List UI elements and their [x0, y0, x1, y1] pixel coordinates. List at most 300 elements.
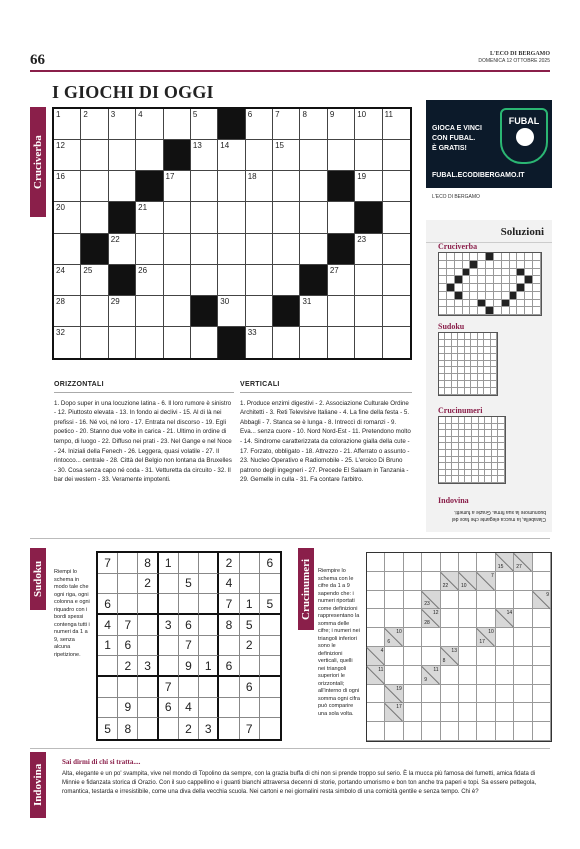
black-cell	[109, 202, 136, 233]
solution-cell	[491, 381, 497, 388]
crossword-cell[interactable]	[164, 109, 191, 140]
number-cell[interactable]	[459, 722, 477, 741]
number-cell[interactable]	[459, 553, 477, 572]
crossword-grid[interactable]	[52, 107, 412, 360]
crossword-cell[interactable]	[54, 296, 81, 327]
solution-cell	[439, 443, 446, 450]
number-cell[interactable]	[404, 628, 422, 647]
crossword-cell[interactable]	[164, 296, 191, 327]
number-cell[interactable]	[477, 703, 495, 722]
number-cell[interactable]	[422, 572, 440, 591]
number-cell[interactable]	[404, 647, 422, 666]
sudoku-cell[interactable]	[138, 594, 158, 615]
sudoku-cell[interactable]	[240, 698, 260, 719]
solution-cell	[498, 430, 505, 437]
number-cell[interactable]	[533, 553, 551, 572]
solution-cell	[478, 261, 486, 269]
sudoku-cell[interactable]	[260, 615, 280, 636]
number-cell[interactable]	[514, 685, 532, 704]
clue-number: 16	[56, 172, 65, 182]
crossword-cell[interactable]	[191, 327, 218, 358]
solution-cell	[510, 269, 518, 277]
crossword-cell[interactable]	[328, 296, 355, 327]
sudoku-cell[interactable]	[260, 656, 280, 677]
sum-clue-cell	[441, 572, 459, 591]
crossword-cell[interactable]	[81, 296, 108, 327]
sudoku-cell[interactable]	[159, 656, 179, 677]
crossword-cell[interactable]	[246, 171, 273, 202]
number-cell[interactable]	[459, 685, 477, 704]
crossword-cell[interactable]	[191, 140, 218, 171]
crossword-cell[interactable]	[383, 140, 410, 171]
crossword-cell[interactable]	[273, 140, 300, 171]
crossword-cell[interactable]	[273, 109, 300, 140]
number-cell[interactable]	[404, 609, 422, 628]
crossword-cell[interactable]	[136, 296, 163, 327]
number-cell[interactable]	[496, 591, 514, 610]
number-cell[interactable]	[441, 609, 459, 628]
crossword-cell[interactable]	[191, 202, 218, 233]
number-cell[interactable]	[367, 628, 385, 647]
number-cell[interactable]	[404, 703, 422, 722]
crossword-cell[interactable]	[355, 327, 382, 358]
crossword-cell[interactable]	[54, 327, 81, 358]
crossword-cell[interactable]	[109, 109, 136, 140]
sudoku-cell[interactable]	[179, 553, 199, 574]
number-cell[interactable]	[441, 591, 459, 610]
solution-cell	[525, 292, 533, 300]
crossword-cell[interactable]	[383, 202, 410, 233]
crossword-cell[interactable]	[218, 140, 245, 171]
solution-cell	[525, 261, 533, 269]
crossword-cell[interactable]	[383, 265, 410, 296]
number-cell[interactable]	[367, 722, 385, 741]
sudoku-cell: 7	[219, 594, 239, 615]
solution-cell	[439, 307, 447, 315]
number-cell[interactable]	[441, 666, 459, 685]
number-cell[interactable]	[477, 553, 495, 572]
number-cell[interactable]	[385, 591, 403, 610]
sudoku-cell[interactable]	[98, 574, 118, 595]
crossword-cell[interactable]	[246, 109, 273, 140]
crossword-cell[interactable]	[54, 109, 81, 140]
crossword-cell[interactable]	[164, 171, 191, 202]
crossword-cell[interactable]	[246, 296, 273, 327]
number-cell[interactable]	[496, 647, 514, 666]
solution-cell	[459, 463, 466, 470]
sudoku-cell: 3	[159, 615, 179, 636]
number-cell[interactable]	[533, 647, 551, 666]
number-cell[interactable]	[404, 685, 422, 704]
crossword-cell[interactable]	[300, 140, 327, 171]
number-cell[interactable]	[514, 666, 532, 685]
number-cell[interactable]	[514, 572, 532, 591]
crossword-cell[interactable]	[81, 109, 108, 140]
sudoku-cell[interactable]	[98, 677, 118, 698]
clue-number: 1	[56, 110, 61, 119]
sudoku-cell[interactable]	[159, 636, 179, 657]
number-cell[interactable]	[496, 703, 514, 722]
ad-url[interactable]: FUBAL.ECODIBERGAMO.IT	[432, 172, 525, 179]
number-cell[interactable]	[496, 572, 514, 591]
number-cell[interactable]	[477, 666, 495, 685]
number-cell[interactable]	[533, 628, 551, 647]
solution-cell	[491, 367, 497, 374]
sudoku-cell[interactable]	[159, 594, 179, 615]
sudoku-cell[interactable]	[219, 636, 239, 657]
number-cell[interactable]	[533, 572, 551, 591]
sudoku-cell[interactable]	[179, 594, 199, 615]
crossword-cell[interactable]	[81, 202, 108, 233]
number-cell[interactable]	[533, 666, 551, 685]
number-cell[interactable]	[514, 609, 532, 628]
number-cell[interactable]	[404, 591, 422, 610]
crossword-cell[interactable]	[273, 171, 300, 202]
crossword-cell[interactable]	[136, 234, 163, 265]
sudoku-cell[interactable]	[199, 594, 219, 615]
horizontal-sum: 10	[396, 629, 402, 636]
number-cell[interactable]	[367, 572, 385, 591]
solution-cell	[510, 307, 518, 315]
crossword-cell[interactable]	[164, 234, 191, 265]
solution-cell	[472, 476, 479, 483]
number-cell[interactable]	[459, 647, 477, 666]
number-cell[interactable]	[514, 722, 532, 741]
fubal-ad[interactable]	[426, 100, 552, 213]
solution-cell	[494, 284, 502, 292]
number-cell[interactable]	[496, 666, 514, 685]
sudoku-cell[interactable]	[260, 698, 280, 719]
crossword-cell[interactable]	[136, 265, 163, 296]
number-cell[interactable]	[422, 628, 440, 647]
sudoku-cell[interactable]	[118, 553, 138, 574]
clue-number: 22	[110, 234, 120, 244]
crossword-cell[interactable]	[54, 171, 81, 202]
crossword-cell[interactable]	[355, 140, 382, 171]
solution-cell	[465, 450, 472, 457]
number-cell[interactable]	[441, 722, 459, 741]
number-cell[interactable]	[459, 666, 477, 685]
sudoku-cell[interactable]	[159, 574, 179, 595]
sudoku-cell[interactable]	[199, 698, 219, 719]
number-cell[interactable]	[459, 591, 477, 610]
number-cell[interactable]	[367, 685, 385, 704]
crossword-cell[interactable]	[218, 296, 245, 327]
crossword-cell[interactable]	[218, 171, 245, 202]
crossword-cell[interactable]	[355, 171, 382, 202]
number-cell[interactable]	[514, 647, 532, 666]
number-cell[interactable]	[477, 609, 495, 628]
sudoku-cell[interactable]	[118, 594, 138, 615]
crossword-cell[interactable]	[54, 202, 81, 233]
crossword-cell[interactable]	[273, 234, 300, 265]
solution-cell	[533, 261, 541, 269]
crossword-cell[interactable]	[383, 109, 410, 140]
number-cell[interactable]	[385, 609, 403, 628]
number-cell[interactable]	[514, 628, 532, 647]
number-cell[interactable]	[533, 703, 551, 722]
vertical-sum: 28	[424, 620, 430, 627]
crossword-cell[interactable]	[218, 234, 245, 265]
number-cell[interactable]	[404, 572, 422, 591]
sudoku-cell: 4	[219, 574, 239, 595]
number-cell[interactable]	[477, 685, 495, 704]
solution-cell	[533, 276, 541, 284]
crossword-cell[interactable]	[136, 202, 163, 233]
solution-cell	[472, 437, 479, 444]
number-cell[interactable]	[514, 591, 532, 610]
solution-cell	[491, 361, 497, 368]
solution-cell	[479, 476, 486, 483]
crossword-cell[interactable]	[164, 265, 191, 296]
solution-cell	[494, 253, 502, 261]
sudoku-cell[interactable]	[98, 656, 118, 677]
sum-clue-cell	[385, 628, 403, 647]
solution-cell	[494, 269, 502, 277]
sudoku-cell[interactable]	[260, 718, 280, 739]
number-cell[interactable]	[422, 722, 440, 741]
crossword-cell[interactable]	[81, 171, 108, 202]
clue-number: 25	[83, 265, 93, 275]
crossword-cell[interactable]	[109, 140, 136, 171]
vertical-sum: 8	[442, 657, 446, 664]
crossword-cell[interactable]	[54, 140, 81, 171]
crossword-cell[interactable]	[383, 327, 410, 358]
solution-cell	[465, 417, 472, 424]
crossword-cell[interactable]	[300, 171, 327, 202]
crossword-cell[interactable]	[300, 296, 327, 327]
crossword-cell[interactable]	[383, 296, 410, 327]
sudoku-cell[interactable]	[98, 698, 118, 719]
number-cell[interactable]	[496, 722, 514, 741]
crossword-cell[interactable]	[246, 327, 273, 358]
sudoku-cell[interactable]	[118, 677, 138, 698]
crossword-cell[interactable]	[218, 202, 245, 233]
sudoku-cell[interactable]	[199, 677, 219, 698]
solution-cell	[463, 276, 471, 284]
number-cell[interactable]	[441, 685, 459, 704]
tab-cruciverba: Cruciverba	[30, 107, 46, 217]
sudoku-cell[interactable]	[159, 718, 179, 739]
number-cell[interactable]	[459, 609, 477, 628]
number-cell[interactable]	[533, 609, 551, 628]
number-cell[interactable]	[385, 647, 403, 666]
sudoku-grid[interactable]	[96, 551, 282, 741]
sudoku-cell[interactable]	[138, 636, 158, 657]
solution-cell	[494, 261, 502, 269]
crossword-cell[interactable]	[81, 140, 108, 171]
crossword-cell[interactable]	[383, 171, 410, 202]
solution-cell	[459, 476, 466, 483]
crossword-cell[interactable]	[191, 109, 218, 140]
sum-clue-cell	[441, 647, 459, 666]
ad-footer: L'ECO DI BERGAMO	[426, 188, 552, 213]
sudoku-cell[interactable]	[219, 718, 239, 739]
crossword-cell[interactable]	[246, 234, 273, 265]
sudoku-cell[interactable]	[138, 615, 158, 636]
sudoku-cell[interactable]	[138, 698, 158, 719]
sudoku-cell[interactable]	[260, 677, 280, 698]
crossword-cell[interactable]	[355, 296, 382, 327]
crossword-cell[interactable]	[246, 265, 273, 296]
number-cell[interactable]	[533, 722, 551, 741]
solution-cell	[452, 443, 459, 450]
crossword-cell[interactable]	[383, 234, 410, 265]
crossword-cell[interactable]	[246, 202, 273, 233]
crossword-cell[interactable]	[300, 327, 327, 358]
crossword-cell[interactable]	[109, 327, 136, 358]
solution-cell	[447, 269, 455, 277]
sudoku-cell[interactable]	[240, 553, 260, 574]
crossword-cell[interactable]	[300, 234, 327, 265]
crossword-cell[interactable]	[218, 265, 245, 296]
solution-cell	[465, 430, 472, 437]
crossword-cell[interactable]	[328, 202, 355, 233]
sudoku-cell: 2	[138, 574, 158, 595]
sudoku-cell[interactable]	[219, 698, 239, 719]
number-cell[interactable]	[477, 722, 495, 741]
horizontal-sum: 13	[451, 647, 457, 654]
sudoku-cell[interactable]	[260, 574, 280, 595]
sudoku-cell[interactable]	[199, 615, 219, 636]
crossword-cell[interactable]	[273, 265, 300, 296]
clue-number: 19	[357, 172, 367, 182]
sudoku-cell: 5	[260, 594, 280, 615]
sudoku-cell[interactable]	[240, 574, 260, 595]
number-cell[interactable]	[496, 685, 514, 704]
crossword-cell[interactable]	[191, 171, 218, 202]
crossword-cell[interactable]	[191, 234, 218, 265]
crossword-cell[interactable]	[191, 265, 218, 296]
sudoku-cell[interactable]	[179, 677, 199, 698]
solution-cell	[502, 269, 510, 277]
number-cell[interactable]	[422, 553, 440, 572]
number-cell[interactable]	[367, 703, 385, 722]
solution-cell	[452, 450, 459, 457]
clue-number: 13	[192, 141, 202, 151]
crossword-cell[interactable]	[273, 202, 300, 233]
crossword-cell[interactable]	[246, 140, 273, 171]
solution-cell	[485, 457, 492, 464]
solution-cell	[492, 470, 499, 477]
crossword-cell[interactable]	[136, 140, 163, 171]
crossword-cell[interactable]	[328, 140, 355, 171]
number-cell[interactable]	[459, 703, 477, 722]
number-cell[interactable]	[367, 553, 385, 572]
solution-cell	[533, 253, 541, 261]
crossword-cell[interactable]	[328, 327, 355, 358]
sudoku-cell[interactable]	[199, 553, 219, 574]
crucinumeri-grid[interactable]	[366, 552, 552, 742]
solution-cell	[485, 463, 492, 470]
number-cell[interactable]	[422, 703, 440, 722]
crossword-cell[interactable]	[81, 265, 108, 296]
crossword-cell[interactable]	[81, 327, 108, 358]
solution-cell	[446, 450, 453, 457]
number-cell[interactable]	[514, 703, 532, 722]
solution-cell	[491, 333, 497, 340]
black-cell	[218, 109, 245, 140]
number-cell[interactable]	[459, 628, 477, 647]
crossword-cell[interactable]	[300, 109, 327, 140]
number-cell[interactable]	[367, 591, 385, 610]
sum-clue-cell	[385, 685, 403, 704]
crossword-cell[interactable]	[136, 109, 163, 140]
number-cell[interactable]	[533, 685, 551, 704]
crossword-cell[interactable]	[109, 296, 136, 327]
crossword-cell[interactable]	[164, 202, 191, 233]
solution-cell	[447, 307, 455, 315]
number-cell[interactable]	[385, 572, 403, 591]
number-cell[interactable]	[367, 609, 385, 628]
number-cell[interactable]	[441, 553, 459, 572]
vertical-sum: 10	[460, 582, 467, 589]
number-cell[interactable]	[404, 722, 422, 741]
sol-sudoku-grid	[438, 332, 498, 396]
sudoku-cell[interactable]	[138, 677, 158, 698]
number-cell[interactable]	[477, 647, 495, 666]
sudoku-cell: 3	[199, 718, 219, 739]
down-text: 1. Produce enzimi digestivi - 2. Associazione Culturale Ordine Architetti - 3. Reti Televisive Italiane - 4. La fine della festa - 5. Abbagli - 7. Stanca se è lunga - 8. Intreccì di romanzi - 9. Eva... senza cuore - 10. Nord Nord-Est - 11. Pretendono molto - 14. Sindrome caratterizzata da colorazione gialla della cute - 17. Forzato, obbligato - 18. Attrezzo - 21. Afferrato o assunto - 23. Nucleo Operativo e Radiomobile - 25. L'eroico Di Bruno patrono degli ingegneri - 27. Precede El Salaam in Tanzania - 29. Gemelle in culla - 31. Fa contare l'arbitro.	[240, 399, 411, 484]
number-cell[interactable]	[422, 685, 440, 704]
number-cell[interactable]	[496, 628, 514, 647]
number-cell[interactable]	[441, 628, 459, 647]
crossword-cell[interactable]	[136, 327, 163, 358]
crossword-cell[interactable]	[328, 109, 355, 140]
number-cell[interactable]	[385, 722, 403, 741]
crossword-cell[interactable]	[164, 327, 191, 358]
sudoku-cell[interactable]	[199, 574, 219, 595]
solution-cell	[459, 424, 466, 431]
number-cell[interactable]	[404, 553, 422, 572]
solution-cell	[459, 430, 466, 437]
clue-number: 18	[247, 172, 257, 182]
solution-cell	[492, 437, 499, 444]
crossword-cell[interactable]	[54, 265, 81, 296]
solution-cell	[492, 450, 499, 457]
crossword-cell[interactable]	[355, 109, 382, 140]
sudoku-cell[interactable]	[260, 636, 280, 657]
crossword-cell[interactable]	[355, 234, 382, 265]
crossword-cell[interactable]	[328, 265, 355, 296]
solution-cell	[459, 417, 466, 424]
number-cell[interactable]	[385, 553, 403, 572]
sudoku-cell[interactable]	[219, 677, 239, 698]
number-cell[interactable]	[404, 666, 422, 685]
crossword-cell[interactable]	[300, 202, 327, 233]
number-cell[interactable]	[385, 666, 403, 685]
sudoku-cell[interactable]	[138, 718, 158, 739]
sudoku-cell[interactable]	[118, 574, 138, 595]
sudoku-cell: 3	[138, 656, 158, 677]
clue-number: 23	[357, 234, 367, 244]
sudoku-cell[interactable]	[199, 636, 219, 657]
solution-cell	[447, 253, 455, 261]
crossword-cell[interactable]	[54, 234, 81, 265]
horizontal-sum: 11	[433, 666, 439, 673]
solution-cell	[452, 470, 459, 477]
vertical-sum: 22	[442, 582, 449, 589]
crossword-cell[interactable]	[109, 234, 136, 265]
number-cell[interactable]	[422, 647, 440, 666]
number-cell[interactable]	[441, 703, 459, 722]
crossword-cell[interactable]	[355, 265, 382, 296]
crossword-cell[interactable]	[109, 171, 136, 202]
solution-cell	[510, 276, 518, 284]
crossword-cell[interactable]	[273, 327, 300, 358]
number-cell[interactable]	[477, 591, 495, 610]
sudoku-cell[interactable]	[240, 656, 260, 677]
